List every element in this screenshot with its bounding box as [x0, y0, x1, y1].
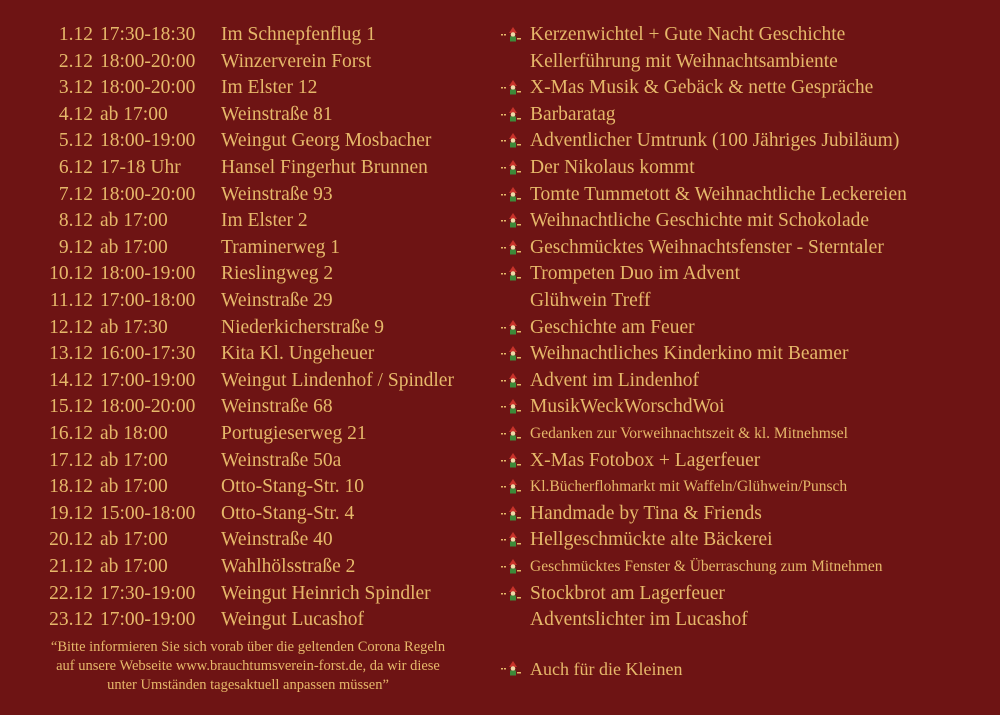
elf-icon: [501, 474, 525, 500]
event-description: Glühwein Treff: [530, 290, 651, 311]
elf-icon: [501, 208, 525, 234]
event-row: [0, 75, 1000, 101]
event-time: ab 17:00: [100, 529, 168, 551]
event-time: 16:00-17:30: [100, 343, 196, 365]
event-row: [0, 421, 1000, 447]
event-row: [0, 235, 1000, 261]
event-date: 6.12: [58, 157, 93, 178]
elf-icon: [501, 155, 525, 181]
event-location: Hansel Fingerhut Brunnen: [221, 157, 428, 178]
event-description: Kl.Bücherflohmarkt mit Waffeln/Glühwein/Punsch: [530, 478, 848, 496]
event-time: 17:00-18:00: [100, 290, 196, 311]
event-row: [0, 22, 1000, 48]
event-location: Weinstraße 40: [221, 529, 333, 551]
event-description: Handmade by Tina & Friends: [530, 502, 762, 524]
event-date: 2.12: [58, 50, 93, 72]
event-time: 17:00-19:00: [100, 369, 196, 391]
elf-icon: [501, 368, 525, 394]
event-time: ab 18:00: [100, 423, 168, 444]
elf-icon: [501, 22, 525, 48]
event-time: ab 17:00: [100, 476, 168, 498]
event-description: Weihnachtliches Kinderkino mit Beamer: [530, 343, 849, 365]
elf-icon: [501, 261, 525, 287]
elf-icon: [501, 102, 525, 128]
event-location: Weingut Georg Mosbacher: [221, 130, 432, 152]
event-date: 16.12: [49, 423, 93, 444]
event-date: 12.12: [49, 316, 93, 338]
event-date: 1.12: [58, 24, 93, 45]
event-date: 9.12: [58, 236, 93, 258]
event-time: 17-18 Uhr: [100, 157, 181, 178]
event-location: Traminerweg 1: [221, 236, 340, 258]
event-description: Geschichte am Feuer: [530, 316, 695, 338]
event-time: 18:00-19:00: [100, 130, 196, 152]
event-time: ab 17:00: [100, 449, 168, 471]
event-time: 18:00-19:00: [100, 263, 196, 285]
event-description: Weihnachtliche Geschichte mit Schokolade: [530, 210, 870, 232]
event-time: ab 17:00: [100, 103, 168, 125]
event-date: 7.12: [58, 183, 93, 205]
event-row: [0, 261, 1000, 287]
event-location: Otto-Stang-Str. 10: [221, 476, 365, 498]
event-date: 19.12: [49, 502, 93, 524]
event-row: [0, 182, 1000, 208]
event-location: Weingut Lindenhof / Spindler: [221, 369, 454, 391]
event-description: Kellerführung mit Weihnachtsambiente: [530, 50, 838, 72]
event-row: [0, 474, 1000, 500]
elf-icon: [501, 554, 525, 580]
event-location: Wahlhölsstraße 2: [221, 556, 356, 577]
event-date: 10.12: [49, 263, 93, 285]
event-row: [0, 581, 1000, 607]
event-description: Gedanken zur Vorweihnachtszeit & kl. Mitnehmsel: [530, 425, 848, 442]
event-location: Otto-Stang-Str. 4: [221, 502, 355, 524]
event-date: 18.12: [49, 476, 93, 498]
event-row: [0, 448, 1000, 474]
event-time: ab 17:30: [100, 316, 168, 338]
event-time: 18:00-20:00: [100, 183, 196, 205]
elf-icon: [501, 448, 525, 474]
event-description: Trompeten Duo im Advent: [530, 263, 740, 285]
event-row: [0, 208, 1000, 234]
event-description: Stockbrot am Lagerfeuer: [530, 582, 725, 604]
event-time: 17:30-18:30: [100, 24, 196, 45]
event-time: 17:00-19:00: [100, 609, 196, 631]
event-row: [0, 288, 1000, 314]
event-date: 11.12: [49, 290, 93, 311]
event-location: Portugieserweg 21: [221, 423, 367, 444]
event-date: 20.12: [49, 529, 93, 551]
event-location: Weinstraße 93: [221, 183, 333, 205]
event-location: Im Elster 2: [221, 210, 308, 232]
event-row: [0, 49, 1000, 75]
event-location: Winzerverein Forst: [221, 50, 372, 72]
event-time: 18:00-20:00: [100, 77, 196, 99]
elf-icon: [501, 341, 525, 367]
event-location: Im Elster 12: [221, 77, 318, 99]
corona-notice-line: auf unsere Webseite www.brauchtumsverein-forst.de, da wir diese: [56, 658, 440, 674]
event-location: Weingut Heinrich Spindler: [221, 582, 431, 604]
event-time: 15:00-18:00: [100, 502, 196, 524]
elf-icon: [501, 315, 525, 341]
event-row: [0, 102, 1000, 128]
event-date: 23.12: [49, 609, 93, 631]
event-time: ab 17:00: [100, 556, 168, 577]
event-row: [0, 128, 1000, 154]
event-location: Im Schnepfenflug 1: [221, 24, 376, 45]
event-location: Weinstraße 81: [221, 103, 333, 125]
event-description: Kerzenwichtel + Gute Nacht Geschichte: [530, 24, 846, 45]
event-row: [0, 155, 1000, 181]
event-row: [0, 394, 1000, 420]
event-date: 22.12: [49, 582, 93, 604]
event-date: 21.12: [49, 556, 93, 577]
kids-legend-label: Auch für die Kleinen: [530, 659, 683, 679]
event-time: 17:30-19:00: [100, 582, 196, 604]
event-description: Adventslichter im Lucashof: [530, 609, 748, 631]
event-row: [0, 527, 1000, 553]
event-date: 14.12: [49, 369, 93, 391]
elf-icon: [501, 421, 525, 447]
event-location: Weinstraße 29: [221, 290, 333, 311]
event-description: Hellgeschmückte alte Bäckerei: [530, 529, 773, 551]
event-date: 17.12: [49, 449, 93, 471]
elf-icon: [501, 661, 525, 677]
event-description: Advent im Lindenhof: [530, 369, 699, 391]
event-description: Adventlicher Umtrunk (100 Jähriges Jubiläum): [530, 130, 900, 152]
event-description: Geschmücktes Fenster & Überraschung zum Mitnehmen: [530, 558, 883, 575]
event-row: [0, 607, 1000, 633]
elf-icon: [501, 235, 525, 261]
event-date: 5.12: [58, 130, 93, 152]
event-location: Weinstraße 68: [221, 396, 333, 418]
event-date: 4.12: [58, 103, 93, 125]
event-location: Weingut Lucashof: [221, 609, 365, 631]
elf-icon: [501, 128, 525, 154]
event-time: 18:00-20:00: [100, 396, 196, 418]
elf-icon: [501, 75, 525, 101]
event-row: [0, 341, 1000, 367]
event-location: Niederkicherstraße 9: [221, 316, 384, 338]
event-row: [0, 554, 1000, 580]
event-description: X-Mas Fotobox + Lagerfeuer: [530, 449, 761, 471]
elf-icon: [501, 501, 525, 527]
elf-icon: [501, 182, 525, 208]
event-description: Tomte Tummetott & Weihnachtliche Leckereien: [530, 183, 907, 205]
event-date: 15.12: [49, 396, 93, 418]
event-location: Rieslingweg 2: [221, 263, 334, 285]
elf-icon: [501, 581, 525, 607]
event-description: Der Nikolaus kommt: [530, 157, 695, 178]
elf-icon: [501, 527, 525, 553]
event-description: MusikWeckWorschdWoi: [530, 396, 725, 418]
event-date: 13.12: [49, 343, 93, 365]
event-row: [0, 315, 1000, 341]
event-time: 18:00-20:00: [100, 50, 196, 72]
event-location: Kita Kl. Ungeheuer: [221, 343, 375, 365]
event-row: [0, 501, 1000, 527]
event-row: [0, 368, 1000, 394]
event-time: ab 17:00: [100, 210, 168, 232]
event-description: Barbaratag: [530, 103, 616, 125]
event-time: ab 17:00: [100, 236, 168, 258]
elf-icon: [501, 394, 525, 420]
event-description: X-Mas Musik & Gebäck & nette Gespräche: [530, 77, 874, 99]
corona-notice: [18, 638, 478, 695]
corona-notice-line: “Bitte informieren Sie sich vorab über die geltenden Corona Regeln: [50, 639, 446, 655]
event-location: Weinstraße 50a: [221, 449, 342, 471]
event-date: 3.12: [58, 77, 93, 99]
event-description: Geschmücktes Weihnachtsfenster - Sterntaler: [530, 236, 884, 258]
corona-notice-line: unter Umständen tagesaktuell anpassen müssen”: [107, 677, 389, 693]
event-date: 8.12: [58, 210, 93, 232]
